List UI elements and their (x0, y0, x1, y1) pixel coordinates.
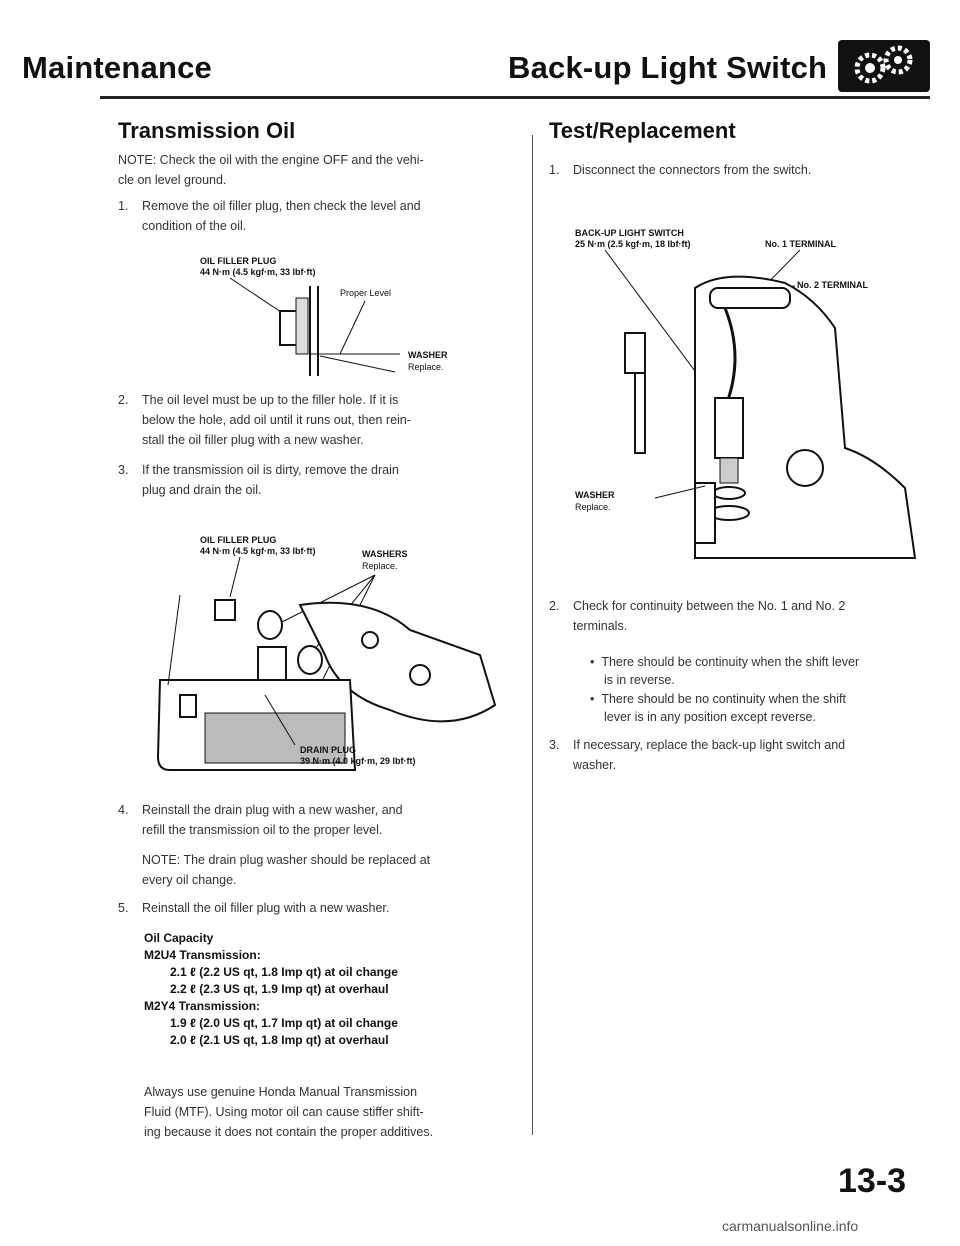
section-heading-test-replacement: Test/Replacement (549, 118, 736, 143)
section-title-maintenance: Maintenance (22, 50, 212, 85)
note-engine-off: NOTE: Check the oil with the engine OFF and the vehi- cle on level ground. (118, 153, 424, 187)
section-heading-transmission-oil: Transmission Oil (118, 118, 296, 143)
drain-plug-figure: OIL FILLER PLUG 44 N·m (4.5 kgf·m, 33 lbf·ft) WASHERS Replace. DRAIN PLUG 39 N·m (4.0 kgf·m, 29 lbf·ft) (150, 535, 520, 780)
continuity-bullet-other: • There should be no continuity when the shift lever is in any position except reverse. (590, 692, 846, 724)
column-divider (532, 135, 533, 1135)
oil-filler-plug-figure: OIL FILLER PLUG 44 N·m (4.5 kgf·m, 33 lbf·ft) Proper Level WASHER Replace. (200, 256, 448, 372)
step-1-remove-plug: 1. Remove the oil filler plug, then check the level and condition of the oil. (118, 199, 421, 233)
continuity-bullet-reverse: • There should be continuity when the shift lever is in reverse. (590, 655, 860, 687)
page-title: Back-up Light Switch (508, 50, 828, 85)
step-3-drain: 3. If the transmission oil is dirty, remove the drain plug and drain the oil. (118, 463, 399, 497)
watermark: carmanualsonline.info (722, 1218, 859, 1234)
right-step-2-check-continuity: 2. Check for continuity between the No. 1 and No. 2 terminals. (549, 599, 846, 633)
back-up-light-switch-figure: BACK-UP LIGHT SWITCH 25 N·m (2.5 kgf·m, 18 lbf·ft) No. 1 TERMINAL No. 2 TERMINAL WASHER Replace. (575, 228, 925, 568)
oil-capacity-spec: Oil Capacity M2U4 Transmission: 2.1 ℓ (2.2 US qt, 1.8 Imp qt) at oil change 2.2 ℓ (2.3 US qt, 1.9 Imp qt) at overhaul M2Y4 Transmission: 1.9 ℓ (2.0 US qt, 1.7 Imp qt) at oil change 2.0 ℓ (2.1 US qt, 1.8 Imp qt) at overhaul (144, 931, 398, 1047)
right-step-3-replace: 3. If necessary, replace the back-up light switch and washer. (549, 738, 846, 772)
step-4-refill: 4. Reinstall the drain plug with a new washer, and refill the transmission oil to the proper level. (118, 803, 403, 837)
step-2-oil-level: 2. The oil level must be up to the filler hole. If it is below the hole, add oil until it runs out, then rein- stall the oil filler plug with a new washer. (118, 393, 411, 447)
transmission-gear-icon (838, 40, 930, 92)
page-number: 13-3 (838, 1162, 907, 1200)
right-step-1-disconnect: 1. Disconnect the connectors from the switch. (549, 163, 812, 177)
step-5-reinstall: 5. Reinstall the oil filler plug with a new washer. (118, 901, 390, 915)
note-drain-washer: NOTE: The drain plug washer should be replaced at every oil change. (142, 853, 431, 887)
mtf-warning: Always use genuine Honda Manual Transmission Fluid (MTF). Using motor oil can cause stiffer shift- ing because it does not contain the proper additives. (144, 1085, 434, 1139)
header-rule (100, 96, 930, 99)
